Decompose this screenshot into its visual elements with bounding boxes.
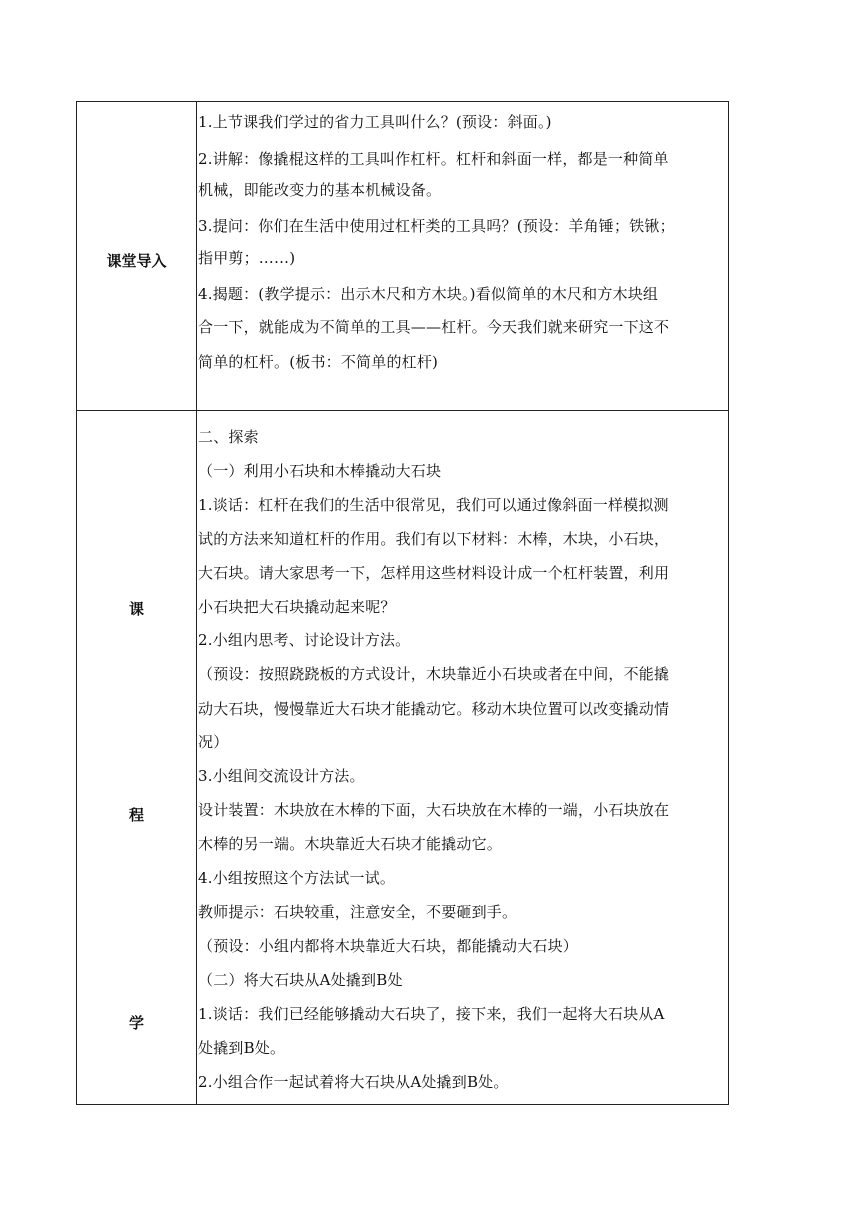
text-line: （预设：小组内都将木块靠近大石块，都能撬动大石块）: [198, 937, 579, 955]
column-divider: [196, 411, 197, 1104]
text-line: 机械，即能改变力的基本机械设备。: [198, 181, 442, 199]
text-line: 2.小组内思考、讨论设计方法。: [198, 631, 411, 649]
text-line: 3.提问：你们在生活中使用过杠杆类的工具吗？(预设：羊角锤；铁锹；: [198, 217, 675, 235]
text-line: 简单的杠杆。(板书：不简单的杠杆): [198, 353, 439, 371]
text-line: 况）: [198, 733, 229, 751]
subsection-heading: （二）将大石块从A处撬到B处: [198, 971, 403, 989]
section-heading: 二、探索: [198, 428, 259, 446]
label-cell-process: [77, 411, 196, 1104]
row-label-char-2: 程: [128, 806, 144, 824]
row-class-intro: [77, 102, 728, 411]
text-line: 设计装置：木块放在木棒的下面，大石块放在木棒的一端，小石块放在: [198, 801, 670, 819]
text-line: 动大石块，慢慢靠近大石块才能撬动它。移动木块位置可以改变撬动情: [198, 700, 670, 718]
text-line: 教师提示：石块较重，注意安全，不要砸到手。: [198, 903, 518, 921]
text-line: 处撬到B处。: [198, 1039, 286, 1057]
text-line: 1.谈话：杠杆在我们的生活中很常见，我们可以通过像斜面一样模拟测: [198, 496, 669, 514]
text-line: 4.小组按照这个方法试一试。: [198, 869, 396, 887]
subsection-heading: （一）利用小石块和木棒撬动大石块: [198, 462, 442, 480]
column-divider: [196, 102, 197, 410]
text-line: 小石块把大石块撬动起来呢？: [198, 598, 396, 616]
text-line: 合一下，就能成为不简单的工具——杠杆。今天我们就来研究一下这不: [198, 318, 670, 336]
text-line: 3.小组间交流设计方法。: [198, 767, 365, 785]
text-line: 4.揭题：(教学提示：出示木尺和方木块。)看似简单的木尺和方木块组: [198, 285, 659, 303]
text-line: 试的方法来知道杠杆的作用。我们有以下材料：木棒，木块，小石块，: [198, 530, 670, 548]
text-line: 1.谈话：我们已经能够撬动大石块了，接下来，我们一起将大石块从A: [198, 1005, 665, 1023]
text-line: 2.讲解：像撬棍这样的工具叫作杠杆。杠杆和斜面一样，都是一种简单: [198, 150, 669, 168]
row-label-char-3: 学: [128, 1014, 144, 1032]
text-line: 1.上节课我们学过的省力工具叫什么？(预设：斜面。): [198, 113, 552, 131]
lesson-table: [76, 101, 729, 1105]
row-course-process: [77, 411, 728, 1104]
label-cell-intro: [77, 102, 196, 410]
text-line: （预设：按照跷跷板的方式设计，木块靠近小石块或者在中间，不能撬: [198, 665, 670, 683]
row-label-intro: 课堂导入: [106, 252, 167, 270]
text-line: 大石块。请大家思考一下，怎样用这些材料设计成一个杠杆装置，利用: [198, 564, 670, 582]
text-line: 指甲剪；……): [198, 249, 296, 267]
row-label-char-1: 课: [128, 600, 144, 618]
text-line: 木棒的另一端。木块靠近大石块才能撬动它。: [198, 835, 503, 853]
text-line: 2.小组合作一起试着将大石块从A处撬到B处。: [198, 1073, 509, 1091]
